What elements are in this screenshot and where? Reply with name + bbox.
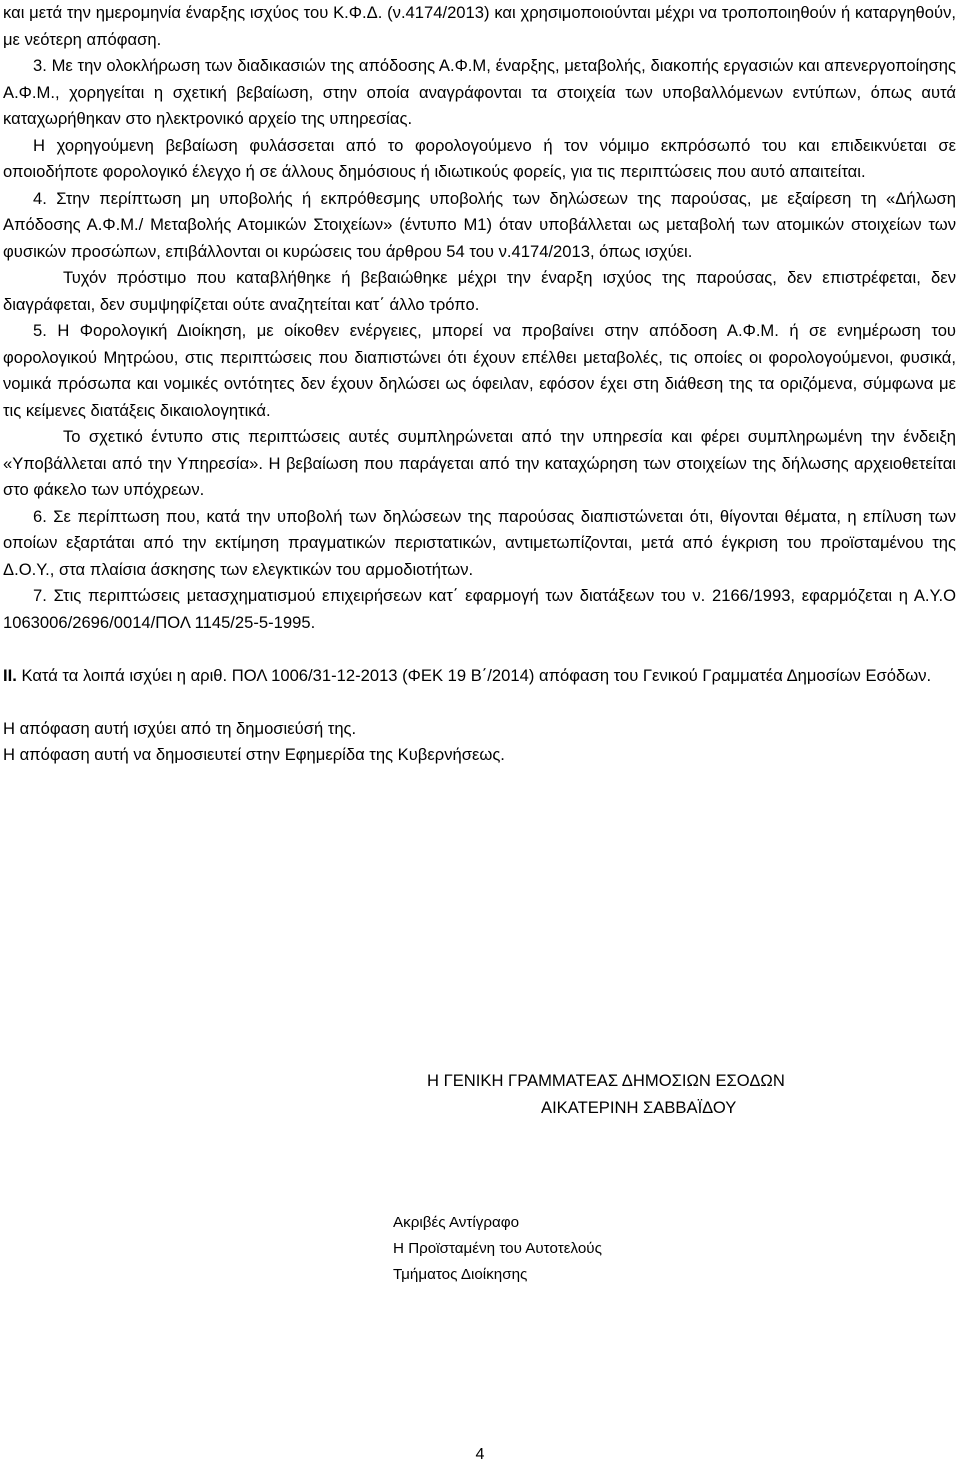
paragraph-item-6: 6. Σε περίπτωση που, κατά την υποβολή των δηλώσεων της παρούσας διαπιστώνεται ότι, θίγονται θέματα, η επίλυση των οποίων εξαρτάται από την εκτίμηση πραγματικών περιστατικών, αντιμετωπίζονται, μετά από έγκριση του προϊσταμένου της Δ.Ο.Υ., στα πλαίσια άσκησης των ελεγκτικών του αρμοδιοτήτων.	[3, 506, 956, 579]
paragraph-validity: Η απόφαση αυτή ισχύει από τη δημοσιεύσή της.	[3, 718, 357, 738]
signatory-title: Η ΓΕΝΙΚΗ ΓΡΑΜΜΑΤΕΑΣ ΔΗΜΟΣΙΩΝ ΕΣΟΔΩΝ	[427, 1071, 785, 1090]
page-number: 4	[475, 1446, 485, 1463]
paragraph-certificate-retention: Η χορηγούμενη βεβαίωση φυλάσσεται από το φορολογούμενο ή τον νόμιμο εκπρόσωπό του και επιδεικνύεται σε οποιοδήποτε φορολογικό έλεγχο ή σε άλλους δημόσιους ή ιδιωτικούς φορείς, για τις περιπτώσεις που αυτό απαιτείται.	[3, 135, 956, 181]
certified-copy-line-1: Ακριβές Αντίγραφο	[393, 1214, 520, 1231]
signatory-name: ΑΙΚΑΤΕΡΙΝΗ ΣΑΒΒΑΪΔΟΥ	[541, 1097, 737, 1117]
signature-block	[427, 1068, 927, 1121]
paragraph-item-5: 5. Η Φορολογική Διοίκηση, με οίκοθεν ενέργειες, μπορεί να προβαίνει στην απόδοση Α.Φ.Μ. ή σε ενημέρωση του φορολογικού Μητρώου, στις περιπτώσεις που διαπιστώνει ότι έχουν επέλθει μεταβολές, τις οποίες οι φορολογούμενοι, φυσικά, νομικά πρόσωπα και νομικές οντότητες δεν έχουν δηλώσει ως όφειλαν, εφόσον έχει στη διάθεση της τα οριζόμενα, σύμφωνα με τις κείμενες διατάξεις δικαιολογητικά.	[3, 321, 956, 420]
paragraph-publication: Η απόφαση αυτή να δημοσιευτεί στην Εφημερίδα της Κυβερνήσεως.	[3, 745, 505, 764]
certified-copy-note	[393, 1210, 602, 1288]
paragraph-fines: Τυχόν πρόστιμο που καταβλήθηκε ή βεβαιώθηκε μέχρι την έναρξη ισχύος της παρούσας, δεν επιστρέφεται, δεν διαγράφεται, δεν συμψηφίζεται ούτε αναζητείται κατ΄ άλλο τρόπο.	[3, 268, 956, 314]
document-body	[3, 0, 956, 769]
spacer	[3, 689, 956, 716]
paragraph-continuation: και μετά την ημερομηνία έναρξης ισχύος του Κ.Φ.Δ. (ν.4174/2013) και χρησιμοποιούνται μέχρι να τροποποιηθούν ή καταργηθούν, με νεότερη απόφαση.	[3, 3, 956, 49]
section-ii-text: Κατά τα λοιπά ισχύει η αριθ. ΠΟΛ 1006/31-12-2013 (ΦΕΚ 19 Β΄/2014) απόφαση του Γενικού Γραμματέα Δημοσίων Εσόδων.	[16, 665, 932, 685]
paragraph-form-completion: Το σχετικό έντυπο στις περιπτώσεις αυτές συμπληρώνεται από την υπηρεσία και φέρει συμπληρωμένη την ένδειξη «Υποβάλλεται από την Υπηρεσία». Η βεβαίωση που παράγεται από την καταχώρηση των στοιχείων της δήλωσης αρχειοθετείται στο φάκελο των υπόχρεων.	[3, 427, 956, 499]
section-ii-label: II.	[3, 665, 17, 685]
paragraph-item-7: 7. Στις περιπτώσεις μετασχηματισμού επιχειρήσεων κατ΄ εφαρμογή των διατάξεων του ν. 2166/1993, εφαρμόζεται η Α.Υ.Ο 1063006/2696/0014/ΠΟΛ 1145/25-5-1995.	[3, 586, 956, 632]
certified-copy-line-2: Η Προϊσταμένη του Αυτοτελούς	[393, 1240, 602, 1257]
paragraph-item-3: 3. Με την ολοκλήρωση των διαδικασιών της απόδοσης Α.Φ.Μ, έναρξης, μεταβολής, διακοπής εργασιών και απενεργοποίησης Α.Φ.Μ., χορηγείται η σχετική βεβαίωση, στην οποία αναγράφονται τα στοιχεία των υποβαλλόμενων εντύπων, όπως αυτά καταχωρήθηκαν στο ηλεκτρονικό αρχείο της υπηρεσίας.	[3, 56, 956, 128]
paragraph-item-4: 4. Στην περίπτωση μη υποβολής ή εκπρόθεσμης υποβολής των δηλώσεων της παρούσας, με εξαίρεση τη «Δήλωση Απόδοσης Α.Φ.Μ./ Μεταβολής Ατομικών Στοιχείων» (έντυπο Μ1) όταν υποβάλλεται ως μεταβολή των ατομικών στοιχείων των φυσικών προσώπων, επιβάλλονται οι κυρώσεις του άρθρου 54 του ν.4174/2013, όπως ισχύει.	[3, 188, 956, 261]
spacer	[3, 636, 956, 663]
certified-copy-line-3: Τμήματος Διοίκησης	[393, 1266, 528, 1283]
paragraph-section-ii	[3, 663, 956, 690]
